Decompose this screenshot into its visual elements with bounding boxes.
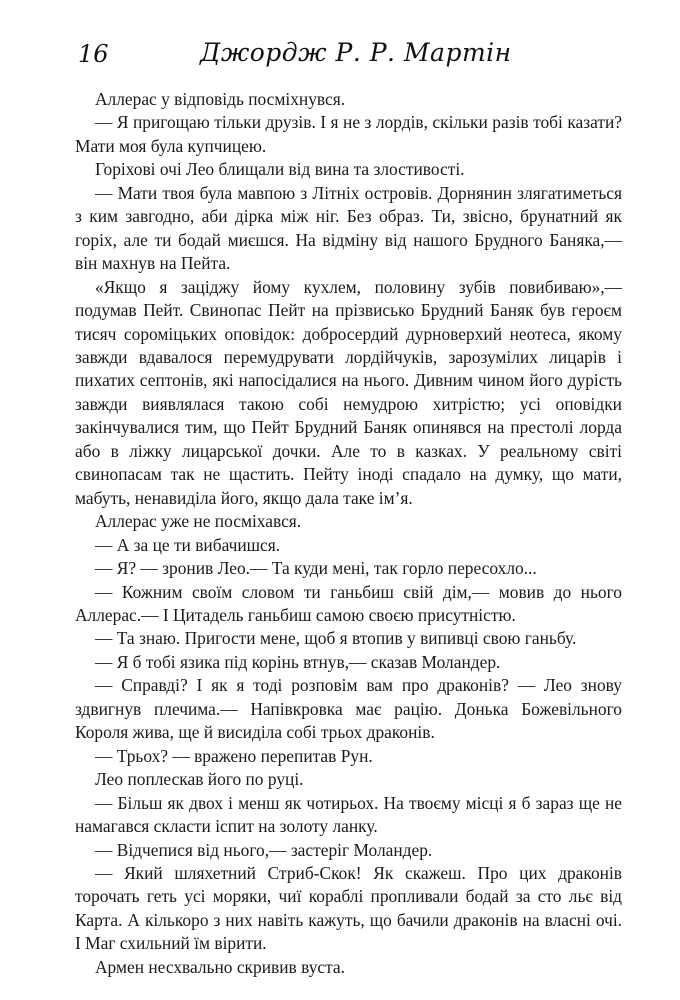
paragraph: — А за це ти вибачишся. <box>95 534 281 555</box>
paragraph: — Я пригощаю тільки друзів. І я не з лордів, скільки разів тобі казати? Мати моя була купчицею. <box>75 112 622 156</box>
paragraph: Аллерас уже не посміхався. <box>95 511 302 532</box>
running-head-author: Джордж Р. Р. Мартін <box>200 38 512 67</box>
paragraph: — Відчепися від нього,— застеріг Моландер. <box>95 839 433 860</box>
paragraph: Армен несхвально скривив вуста. <box>95 956 345 977</box>
paragraph: — Кожним своїм словом ти ганьбиш свій дім,— мовив до нього Аллерас.— І Цитадель ганьбиш самою своєю присутністю. <box>75 581 622 625</box>
paragraph: Лео поплескав його по руці. <box>95 769 304 790</box>
page-number: 16 <box>78 40 109 68</box>
paragraph: — Трьох? — вражено перепитав Рун. <box>95 745 373 766</box>
paragraph: «Якщо я заціджу йому кухлем, половину зубів повибиваю»,— подумав Пейт. Свинопас Пейт на прізвисько Брудний Баняк був героєм тисяч сороміцьких оповідок: добросердий дурноверхий неотеса, якому завжди вдавалося перемудрувати лордійчуків, зарозумілих лицарів і пихатих септонів, які напосідалися на нього. Дивним чином його дурість завжди виявлялася такою собі немудрою хитрістю; усі оповідки закінчувалися тим, що Пейт Брудний Баняк опинявся на престолі лорда або в ліжку лицарської дочки. Але то в казках. У реальному світі свинопасам так не щастить. Пейту іноді спадало на думку, що мати, мабуть, ненавиділа його, якщо дала таке ім’я. <box>75 276 622 508</box>
paragraph: — Більш як двох і менш як чотирьох. На твоєму місці я б зараз ще не намагався скласти іспит на золоту ланку. <box>75 792 622 837</box>
paragraph: Горіхові очі Лео блищали від вина та злостивості. <box>95 159 465 180</box>
paragraph: — Та знаю. Пригости мене, щоб я втопив у випивці свою ганьбу. <box>95 628 577 649</box>
paragraph: — Я? — зронив Лео.— Та куди мені, так горло пересохло... <box>95 558 537 579</box>
page-header <box>0 40 680 80</box>
paragraph: — Який шляхетний Стриб-Скок! Як скажеш. Про цих драконів торочать геть усі моряки, чиї кораблі пропливали бодай за сто льє від Карта. А кількоро з них навіть кажуть, що бачили драконів на власні очі. І Маг схильний їм вірити. <box>75 862 622 954</box>
paragraph: Аллерас у відповідь посміхнувся. <box>95 89 346 109</box>
body-text <box>75 88 622 979</box>
paragraph: — Мати твоя була мавпою з Літніх островів. Дорнянин злягатиметься з ким завгодно, аби дірка між ніг. Без образ. Ти, звісно, брунатний як горіх, але ти бодай миєшся. На відміну від нашого Брудного Баняка,— він махнув на Пейта. <box>75 182 622 274</box>
paragraph: — Я б тобі язика під корінь втнув,— сказав Моландер. <box>95 651 501 672</box>
paragraph: — Справді? І як я тоді розповім вам про драконів? — Лео знову здвигнув плечима.— Напівкровка має рацію. Донька Божевільного Короля жива, ще й висиділа собі трьох драконів. <box>75 675 622 743</box>
